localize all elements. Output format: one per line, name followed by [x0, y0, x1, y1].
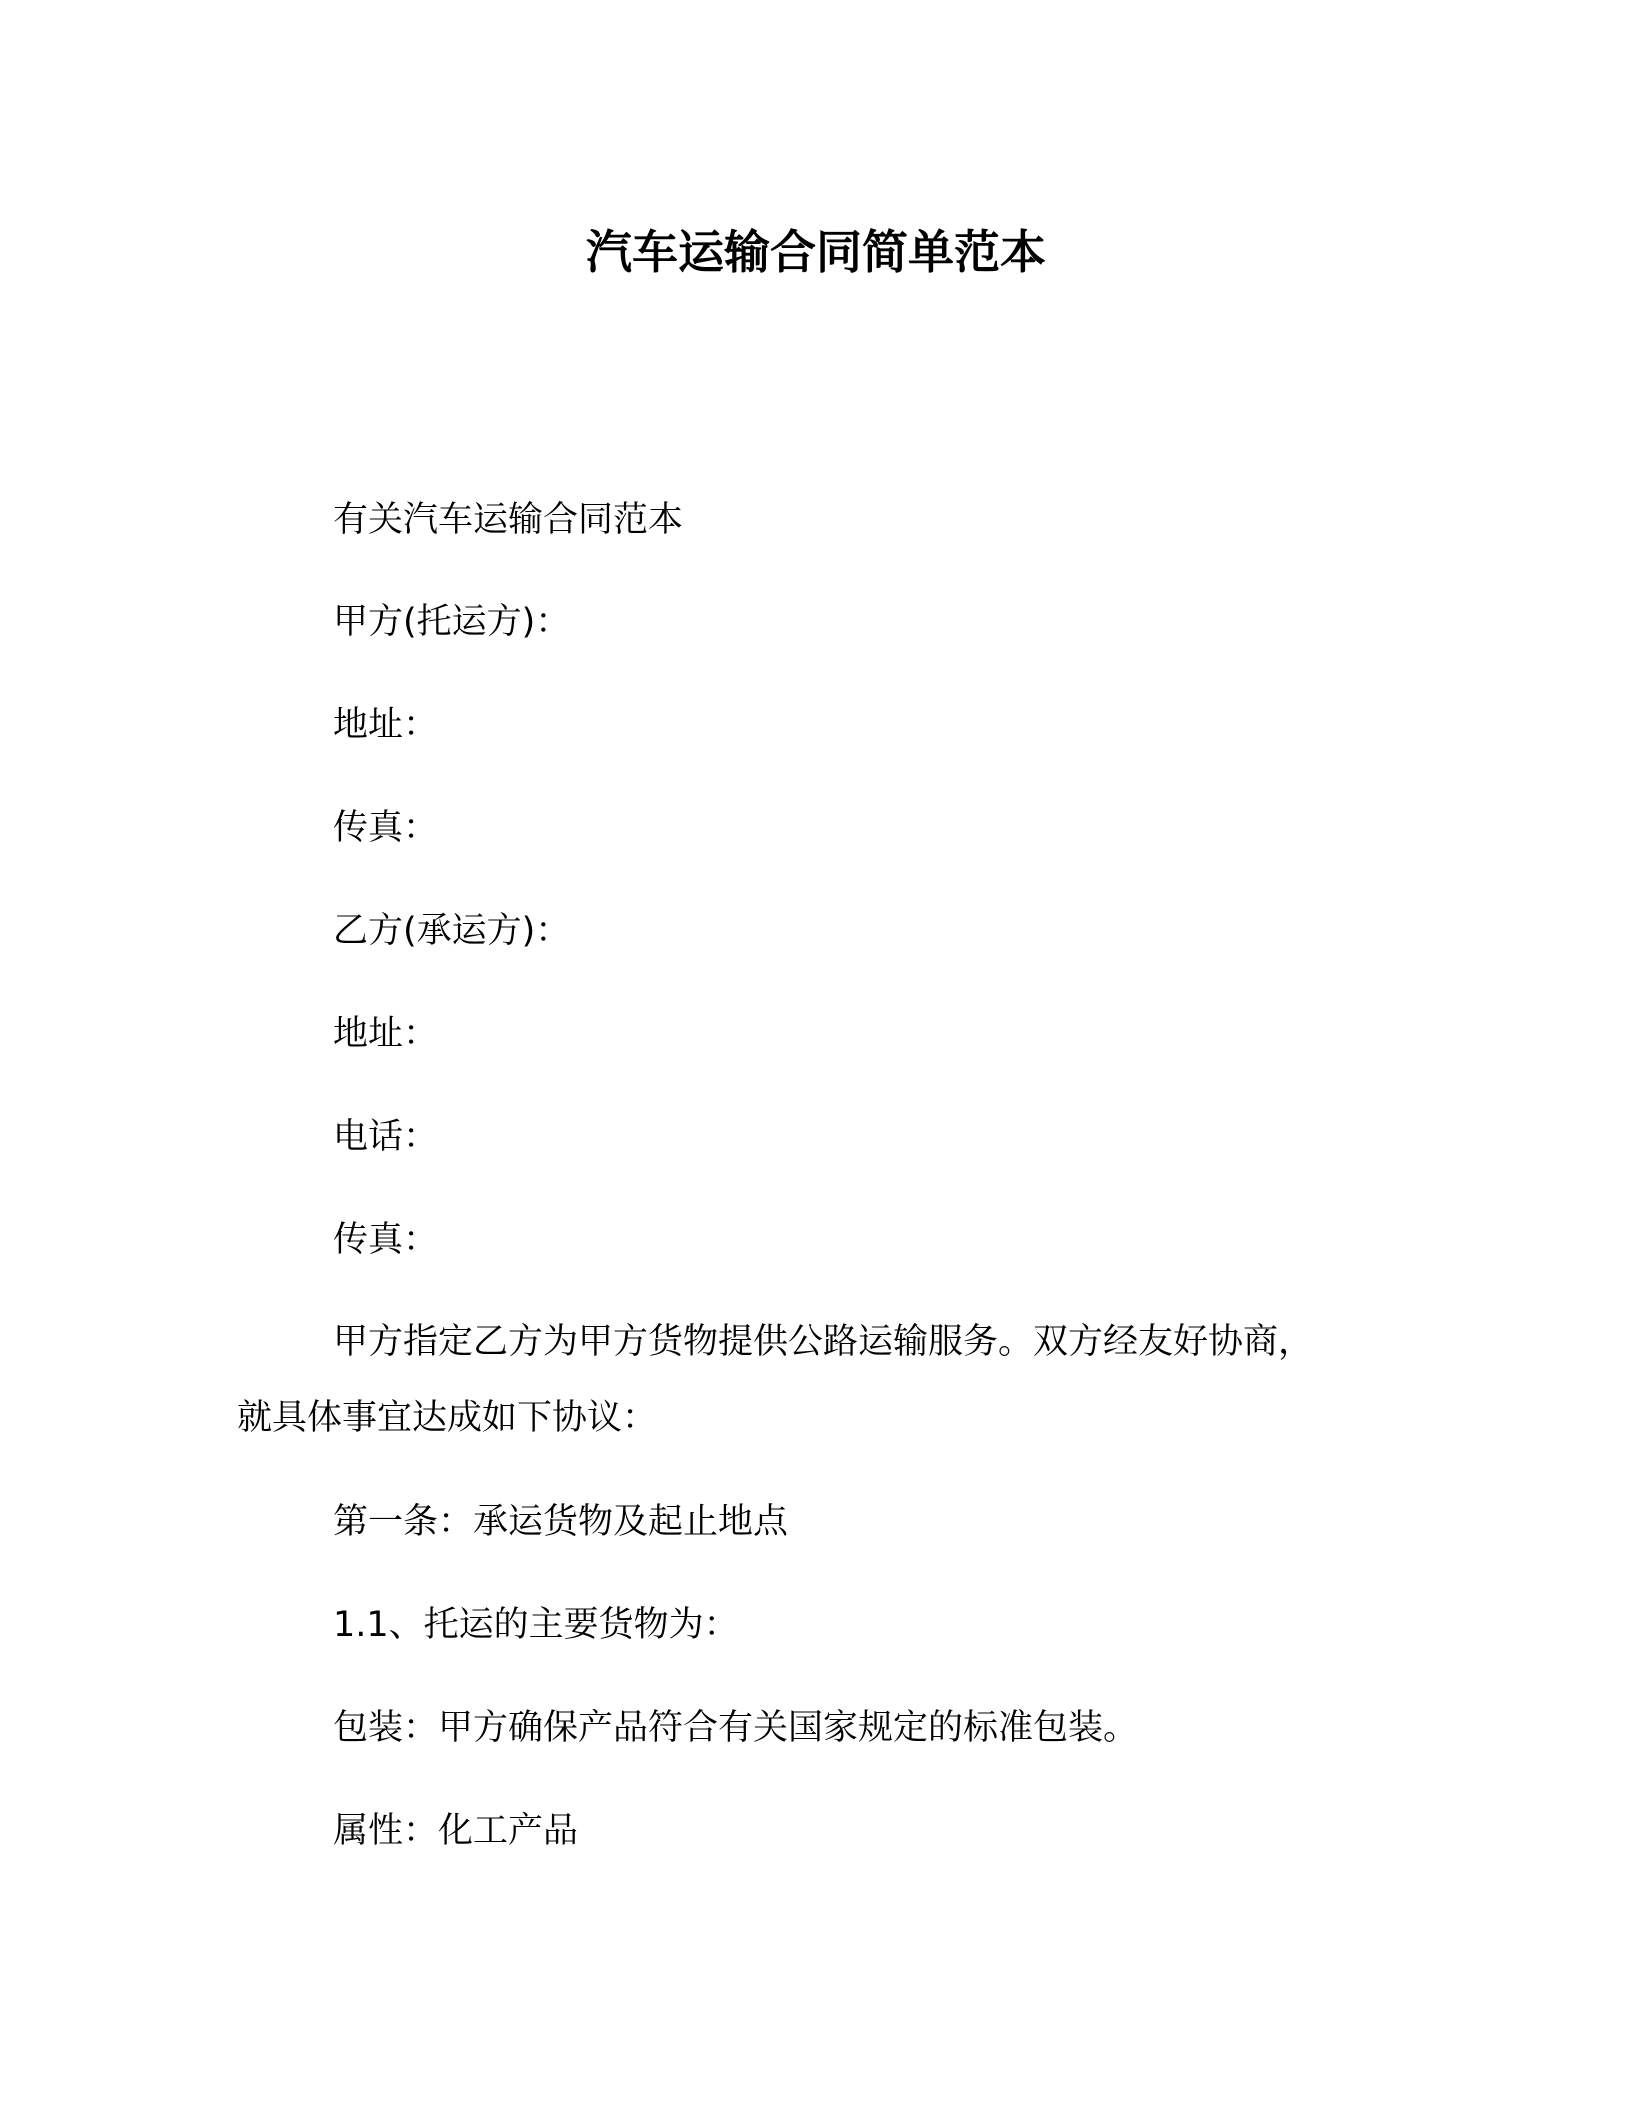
document-title: 汽车运输合同简单范本 [586, 225, 1046, 279]
party-b-fax-label: 传真： [333, 1220, 439, 1260]
clause-1-1: 1.1、托运的主要货物为： [333, 1605, 739, 1645]
intro-paragraph-line-1: 甲方指定乙方为甲方货物提供公路运输服务。双方经友好协商， [333, 1322, 1314, 1362]
party-a-fax-label: 传真： [333, 808, 439, 848]
party-a-address-label: 地址： [333, 705, 439, 745]
party-b-label: 乙方(承运方)： [333, 911, 571, 951]
party-b-address-label: 地址： [333, 1014, 439, 1054]
clause-heading-1: 第一条：承运货物及起止地点 [333, 1502, 789, 1542]
intro-paragraph [237, 1320, 1387, 1440]
packaging-line: 包装：甲方确保产品符合有关国家规定的标准包装。 [333, 1708, 1139, 1748]
property-line: 属性：化工产品 [333, 1811, 579, 1851]
subtitle-line: 有关汽车运输合同范本 [333, 500, 684, 540]
party-b-phone-label: 电话： [333, 1117, 439, 1157]
party-a-label: 甲方(托运方)： [333, 602, 571, 642]
intro-paragraph-line-2: 就具体事宜达成如下协议： [237, 1398, 658, 1438]
